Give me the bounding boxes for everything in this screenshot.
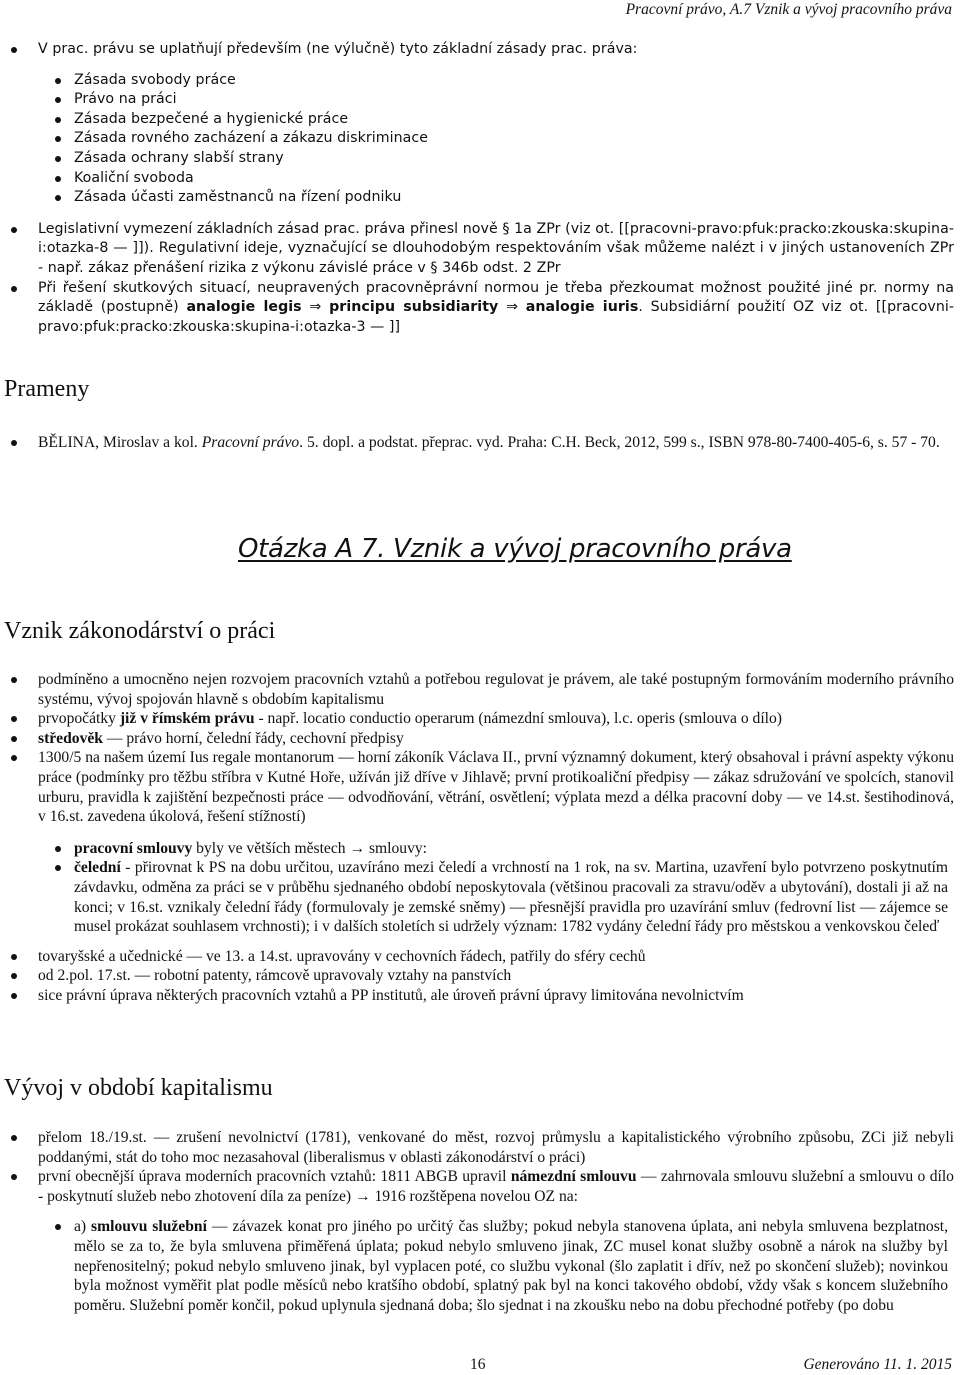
sources-section <box>0 433 960 453</box>
bullet-icon <box>55 156 61 162</box>
list-item: Zásada účasti zaměstnanců na řízení podniku <box>0 188 960 208</box>
bullet-icon <box>11 973 17 979</box>
bullet-icon <box>11 716 17 722</box>
list-item: čelední - přirovnat k PS na dobu určitou, uzavíráno mezi čeledí a vrchností na 1 rok, na sv. Martina, uzavření bylo potvrzeno poskytnutím závdavku, odměna za práci se v průběhu sjednaného období neposkytovala (většinou pracovali za stravu/oděv a ubytování), dostali ji až na konci; v 16.st. vznikaly čelední řády (formulovaly je zemské sněmy) — přesnější pravidla pro uzavírání smluv (fedrovní list — zájemce se musel prokázat souhlasem vrchnosti); i v dalších stoletích si udržely význam: 1782 vydány čelední řády pro městskou a venkovskou čeleď <box>0 858 954 936</box>
list-item: pracovní smlouvy byly ve větších městech → smlouvy: <box>0 839 954 859</box>
bullet-icon <box>11 1135 17 1141</box>
bullet-icon <box>11 440 17 446</box>
origin-section <box>0 670 960 1006</box>
list-item: podmíněno a umocněno nejen rozvojem pracovních vztahů a potřebou regulovat je právem, ale také postupným formováním moderního právního systému, vývoj spojován hlavně s obdobím kapitalismu <box>0 670 960 709</box>
bullet-icon <box>55 176 61 182</box>
question-title: Otázka A 7. Vznik a vývoj pracovního práva <box>238 534 792 564</box>
bullet-icon <box>55 195 61 201</box>
list-item: sice právní úprava některých pracovních vztahů a PP institutů, ale úroveň právní úpravy limitována nevolnictvím <box>0 986 960 1006</box>
section-heading-origin: Vznik zákonodárství o práci <box>4 618 276 644</box>
list-item: prvopočátky již v římském právu - např. locatio conductio operarum (námezdní smlouva), l.c. operis (smlouva o dílo) <box>0 709 960 729</box>
generated-date: Generováno 11. 1. 2015 <box>803 1356 952 1373</box>
list-item: Koaliční svoboda <box>0 169 960 189</box>
list-item: Zásada bezpečené a hygienické práce <box>0 110 960 130</box>
list-item: Právo na práci <box>0 90 960 110</box>
list-item: první obecnější úprava moderních pracovních vztahů: 1811 ABGB upravil námezdní smlouvu — zahrnovala smlouvu služební a smlouvu o dílo - poskytnutí služeb nebo zhotovení díla za peníze) → 1916 rozštěpena novelou OZ na: a) smlouvu služební — závazek konat pro jiného po určitý čas služby; pokud nebyla stanovena úplata, ani nebyla smluvena bezplatnost, mělo se za to, že byla smluvena přiměřená úplata; pokud nebylo smluveno jinak, ZC musel konat služby osobně a nárok na služby byl nepřenositelný; pokud nebylo smluveno jinak, byl vyplacen poté, co službu vykonal (šlo zaplatit i dřív, než po skončení služeb); novinkou byla možnost vyměřit plat podle měsíců nebo kratšího období, splatný pak byl na konci takového období, vždy však s koncem služebního poměru. Služební poměr končil, pokud uplynula sjednaná doba; šlo sjednat i na zkoušku nebo na dobu přechodné potřeby (po dobu <box>0 1167 960 1315</box>
bullet-icon <box>11 993 17 999</box>
list-item: středověk — právo horní, čelední řády, cechovní předpisy <box>0 729 960 749</box>
list-item: BĚLINA, Miroslav a kol. Pracovní právo. 5. dopl. a podstat. přeprac. vyd. Praha: C.H. Beck, 2012, 599 s., ISBN 978-80-7400-405-6, s. 57 - 70. <box>0 433 960 453</box>
list-item: Zásada rovného zacházení a zákazu diskriminace <box>0 129 960 149</box>
bullet-icon <box>11 227 17 233</box>
list-item: Zásada svobody práce <box>0 71 960 91</box>
section-heading-capitalism: Vývoj v období kapitalismu <box>4 1075 273 1101</box>
list-item: Legislativní vymezení základních zásad prac. práva přinesl nově § 1a ZPr (viz ot. [[pracovni-pravo:pfuk:pracko:zkouska:skupina-i:otazka-8 — ]]). Regulativní ideje, vyznačující se dlouhodobým respektováním však můžeme nalézt i v jiných ustanoveních ZPr - např. zákaz přenášení rizika z výkonu závislé práce v § 346b odst. 2 ZPr <box>0 220 960 279</box>
list-item: Při řešení skutkových situací, neupravených pracovněprávní normou je třeba přezkoumat možnost použité jiné pr. normy na základě (postupně) analogie legis ⇒ principu subsidiarity ⇒ analogie iuris. Subsidiární použití OZ viz ot. [[pracovni-pravo:pfuk:pracko:zkouska:skupina-i:otazka-3 — ]] <box>0 279 960 338</box>
bullet-icon <box>55 78 61 84</box>
bullet-icon <box>11 286 17 292</box>
section-heading-sources: Prameny <box>4 376 90 402</box>
list-item: a) smlouvu služební — závazek konat pro jiného po určitý čas služby; pokud nebyla stanovena úplata, ani nebyla smluvena bezplatnost, mělo se za to, že byla smluvena přiměřená úplata; pokud nebylo smluveno jinak, ZC musel konat služby osobně a nárok na služby byl nepřenositelný; pokud nebylo smluveno jinak, byl vyplacen poté, co službu vykonal (šlo zaplatit i dřív, než po skončení služeb); novinkou byla možnost vyměřit plat podle měsíců nebo kratšího období, splatný pak byl na konci takového období, vždy však s koncem služebního poměru. Služební poměr končil, pokud uplynula sjednaná doba; šlo sjednat i na zkoušku nebo na dobu přechodné potřeby (po dobu <box>0 1217 954 1315</box>
bullet-icon <box>55 865 61 871</box>
list-item: 1300/5 na našem území Ius regale montanorum — horní zákoník Václava II., první významný dokument, který obsahoval i právní aspekty výkonu práce (podmínky pro těžbu stříbra v Kutné Hoře, užíván již dříve v Jihlavě; první protikoaliční předpisy — zákaz sdružování ve spolcích, stanovil urburu, pravidla k zajištění bezpečnosti práce — odvodňování, větrání, osvětlení; výplata mezd a délka pracovní doby — ve 14.st. šestihodinová, v 16.st. zavedena úkolová, řešení stížností) pracovní smlouvy byly ve větších městech → smlouvy: čelední - přirovnat k PS na dobu určitou, uzavíráno mezi čeledí a vrchností na 1 rok, na sv. Martina, uzavření bylo potvrzeno poskytnutím závdavku, odměna za práci se v průběhu sjednaného období neposkytovala (většinou pracovali za stravu/oděv a ubytování), dostali ji až na konci; v 16.st. vznikaly čelední řády (formulovaly je zemské sněmy) — přesnější pravidla pro uzavírání smluv (fedrovní list — zájemce se musel prokázat souhlasem vrchnosti); i v dalších stoletích si udržely význam: 1782 vydány čelední řády pro městskou a venkovskou čeleď <box>0 748 960 936</box>
capitalism-section <box>0 1128 960 1315</box>
running-header: Pracovní právo, A.7 Vznik a vývoj pracovního práva <box>625 1 952 18</box>
list-item: V prac. právu se uplatňují především (ne výlučně) tyto základní zásady prac. práva: Zásada svobody práce Právo na práci Zásada bezpečené a hygienické práce Zásada rovného zacházení a zákazu diskriminace Zásada ochrany slabší strany Koaliční svoboda Zásada účasti zaměstnanců na řízení podniku <box>0 40 960 208</box>
list-item: tovaryšské a učednické — ve 13. a 14.st. upravovány v cechovních řádech, patřily do sféry cechů <box>0 947 960 967</box>
bullet-icon <box>55 97 61 103</box>
bullet-icon <box>11 755 17 761</box>
contracts-list <box>0 839 954 937</box>
bullet-icon <box>11 736 17 742</box>
bullet-icon <box>55 136 61 142</box>
bullet-icon <box>11 677 17 683</box>
bullet-icon <box>11 47 17 53</box>
list-item: Zásada ochrany slabší strany <box>0 149 960 169</box>
bullet-icon <box>11 1174 17 1180</box>
split-list <box>0 1217 954 1315</box>
list-item: přelom 18./19.st. — zrušení nevolnictví (1781), venkované do měst, rozvoj průmyslu a kapitalistického výrobního způsobu, ZCi již nebyli poddanými, stát do toho moc nezasahoval (liberalismus v oblasti zákonodárství o práci) <box>0 1128 960 1167</box>
page-number: 16 <box>470 1356 486 1373</box>
bullet-icon <box>55 846 61 852</box>
bullet-icon <box>55 1224 61 1230</box>
principles-list <box>0 71 960 208</box>
list-item: od 2.pol. 17.st. — robotní patenty, rámcově upravovaly vztahy na panstvích <box>0 966 960 986</box>
principles-section <box>0 40 960 337</box>
bullet-icon <box>55 117 61 123</box>
bullet-icon <box>11 954 17 960</box>
